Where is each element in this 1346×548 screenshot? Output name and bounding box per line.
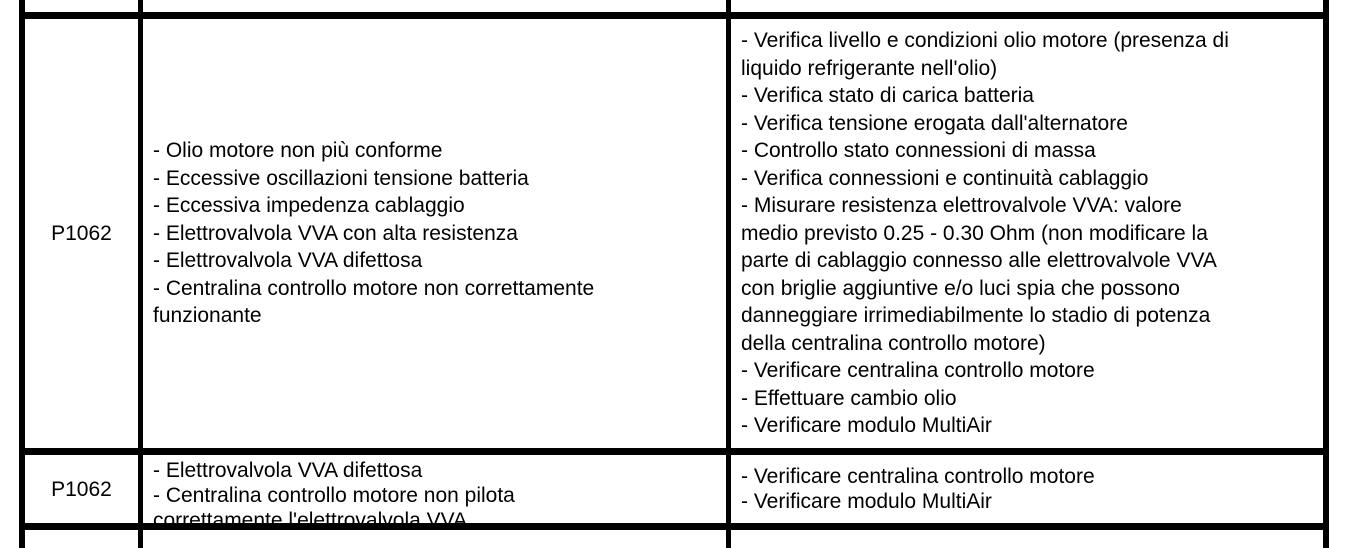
text-line: - Misurare resistenza elettrovalvole VVA: valore — [741, 194, 1182, 218]
text-line: parte di cablaggio connesso alle elettrovalvole VVA — [741, 249, 1217, 273]
actions-cell — [731, 19, 1323, 448]
text-line: della centralina controllo motore) — [741, 331, 1046, 355]
text-line: danneggiare irrimediabilmente lo stadio di potenza — [741, 304, 1211, 328]
actions-cell-partial-top — [731, 0, 1323, 12]
causes-list — [153, 137, 594, 330]
actions-cell — [731, 455, 1323, 523]
text-line: medio previsto 0.25 - 0.30 Ohm (non modificare la — [741, 221, 1208, 245]
text-line: liquido refrigerante nell'olio) — [741, 56, 998, 80]
text-line: - Olio motore non più conforme — [153, 139, 443, 163]
text-line: - Elettrovalvola VVA con alta resistenza — [153, 221, 518, 245]
causes-cell-partial-top — [143, 0, 731, 12]
text-line: - Verificare centralina controllo motore — [741, 359, 1095, 383]
dtc-code: P1062 — [51, 222, 112, 245]
code-cell — [25, 455, 143, 523]
text-line: - Eccessiva impedenza cablaggio — [153, 194, 465, 218]
text-line: - Eccessive oscillazioni tensione batteria — [153, 166, 529, 190]
text-line: funzionante — [153, 304, 262, 328]
text-line: - Verifica stato di carica batteria — [741, 84, 1034, 108]
table-row — [25, 19, 1323, 455]
text-line: - Controllo stato connessioni di massa — [741, 139, 1096, 163]
causes-cell — [143, 455, 731, 532]
text-line: - Verifica tensione erogata dall'alternatore — [741, 111, 1128, 135]
causes-cell-partial-bottom — [143, 530, 731, 548]
text-line: - Verifica livello e condizioni olio motore (presenza di — [741, 29, 1229, 53]
code-cell-partial-top — [25, 0, 143, 12]
text-line: - Elettrovalvola VVA difettosa — [153, 249, 423, 273]
dtc-code: P1062 — [51, 477, 112, 501]
text-line: - Centralina controllo motore non correttamente — [153, 276, 595, 300]
text-line: - Centralina controllo motore non pilota — [153, 484, 515, 507]
text-line: - Verificare modulo MultiAir — [741, 490, 992, 513]
causes-list — [153, 458, 515, 533]
text-line: correttamente l'elettrovalvola VVA — [153, 509, 468, 532]
actions-cell-partial-bottom — [731, 530, 1323, 548]
actions-list — [741, 27, 1229, 440]
text-line: - Verificare modulo MultiAir — [741, 414, 992, 438]
text-line: - Effettuare cambio olio — [741, 386, 957, 410]
text-line: con briglie aggiuntive e/o luci spia che possono — [741, 276, 1180, 300]
actions-list — [741, 464, 1095, 514]
table-row-partial-bottom — [25, 530, 1323, 548]
table-row — [25, 455, 1323, 530]
text-line: - Verifica connessioni e continuità cablaggio — [741, 166, 1149, 190]
causes-cell — [143, 19, 731, 448]
text-line: - Verificare centralina controllo motore — [741, 465, 1095, 488]
text-line: - Elettrovalvola VVA difettosa — [153, 459, 423, 482]
table-row-partial-top — [25, 0, 1323, 19]
dtc-table — [19, 0, 1329, 548]
code-cell — [25, 19, 143, 448]
code-cell-partial-bottom — [25, 530, 143, 548]
